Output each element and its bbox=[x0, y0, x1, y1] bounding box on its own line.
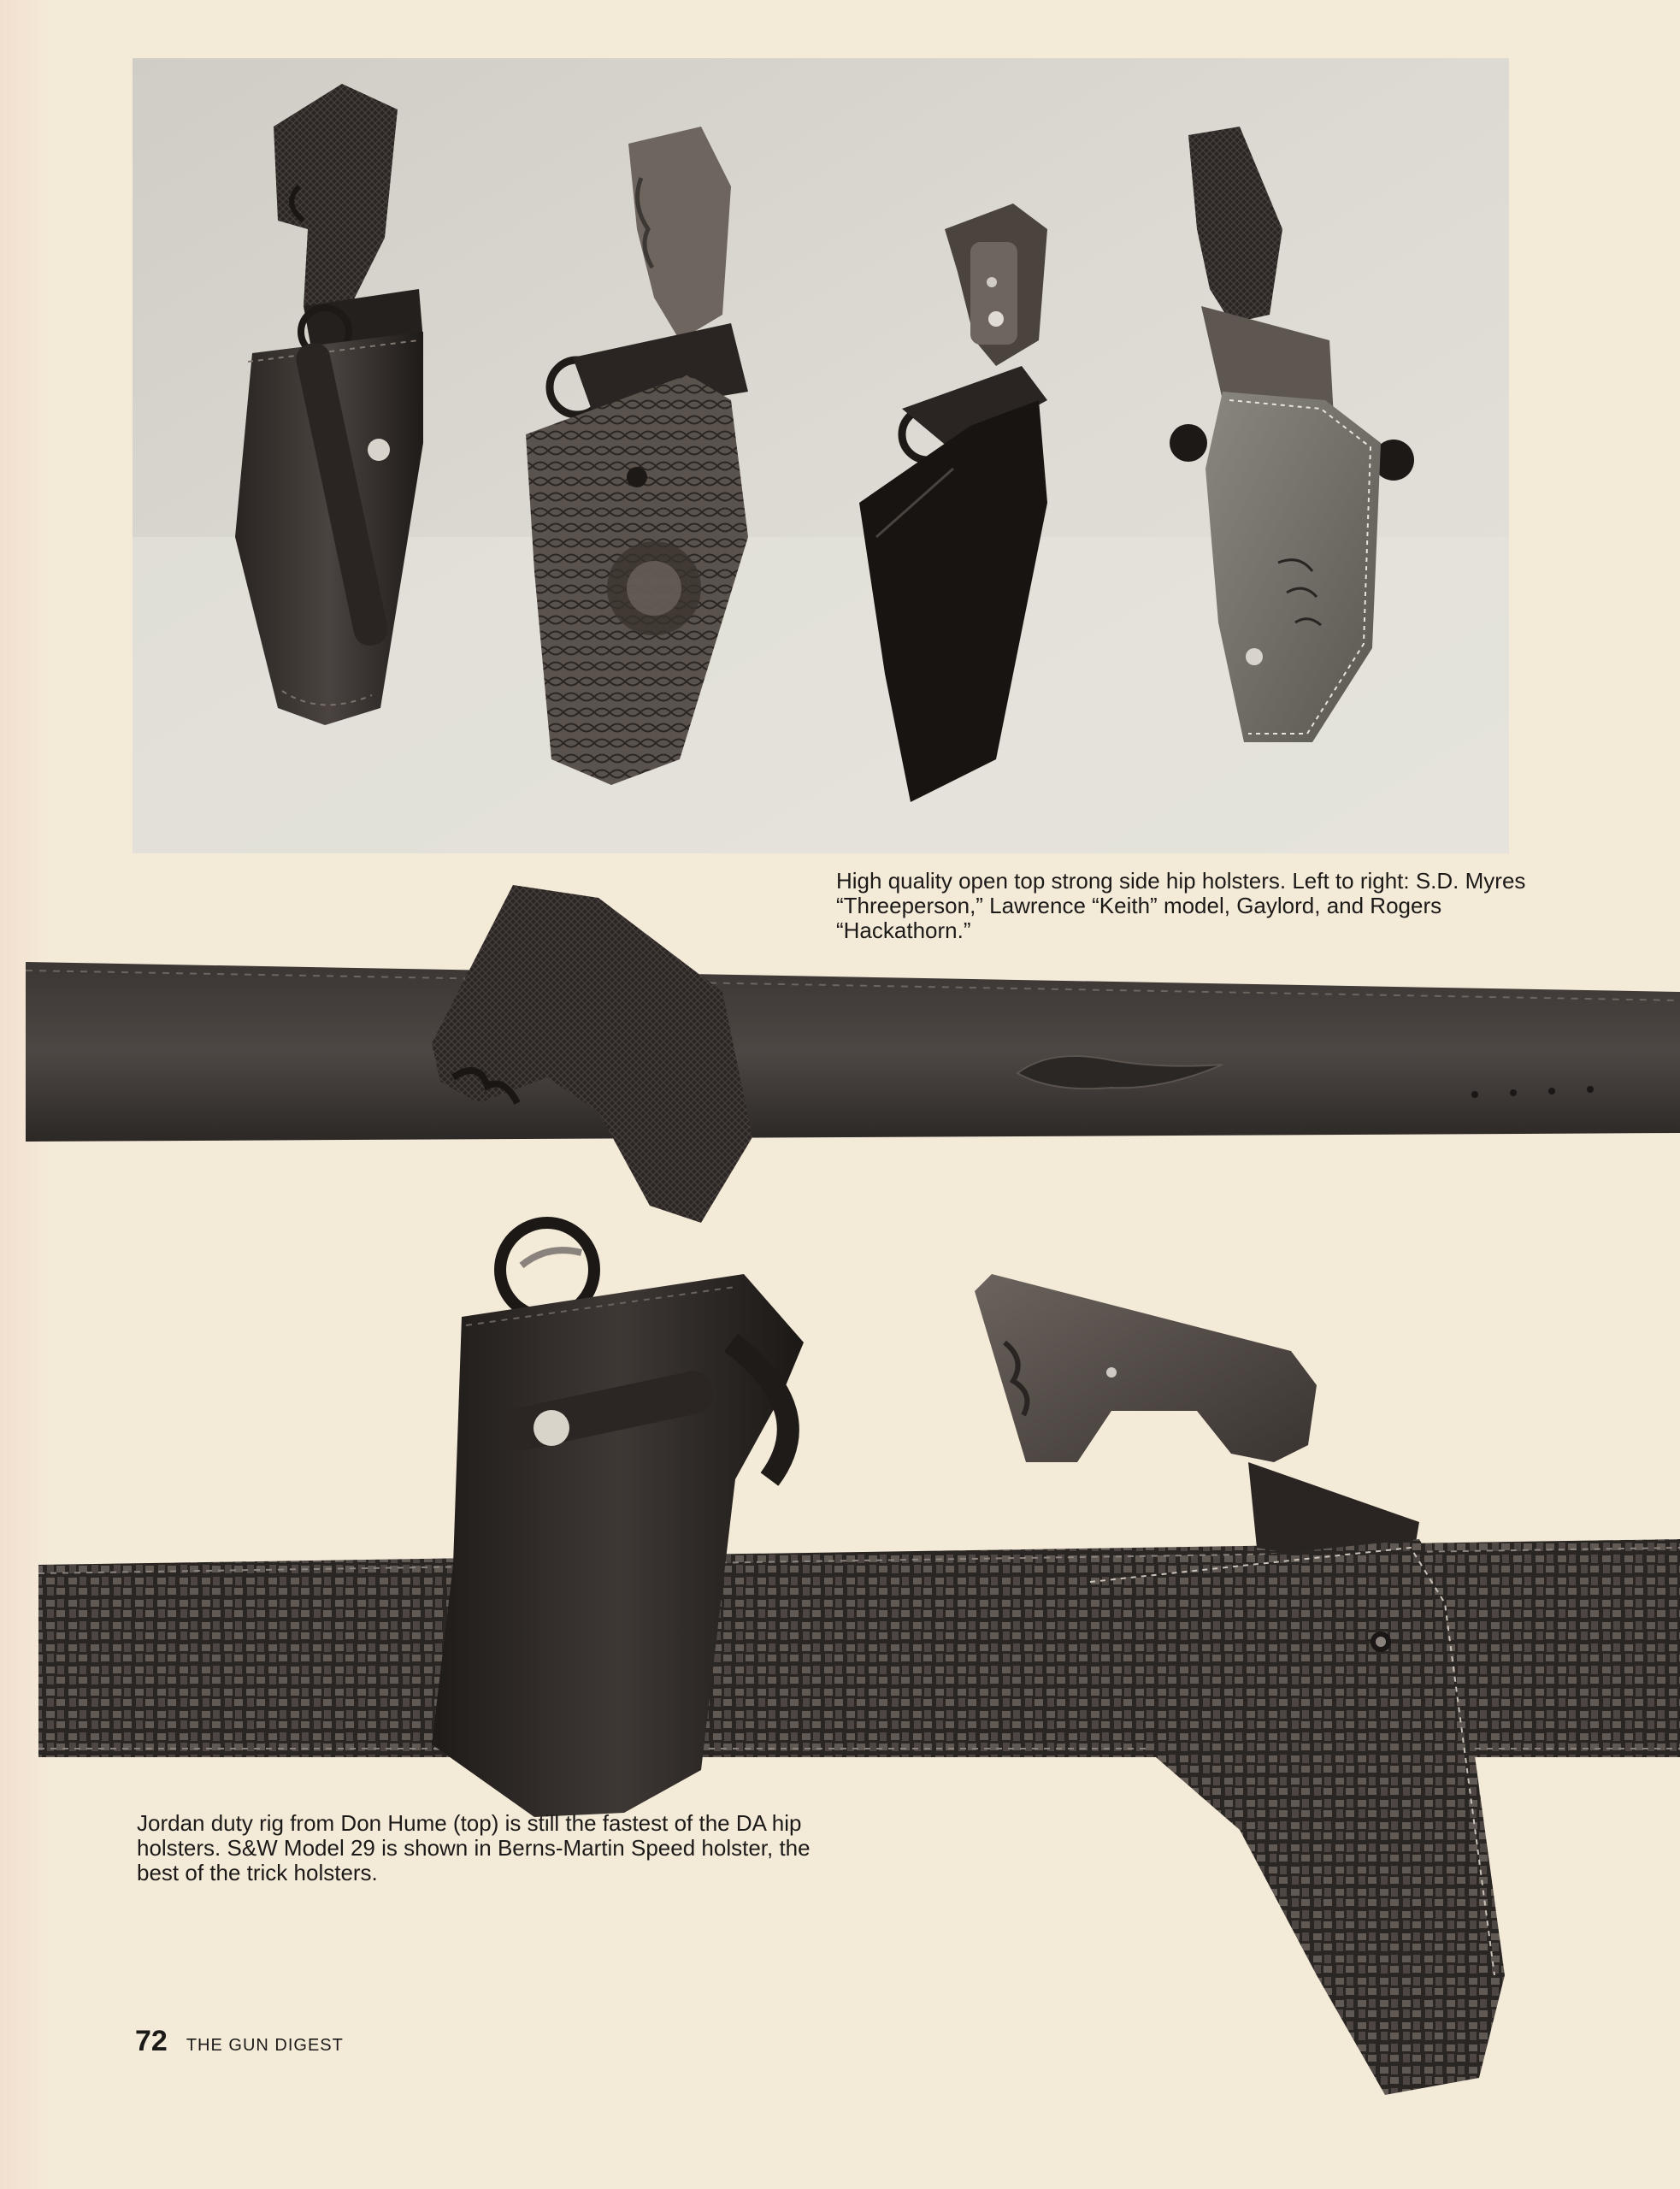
photo-bottom-duty-rigs bbox=[0, 864, 1680, 2138]
page-footer bbox=[135, 2025, 344, 2058]
caption-top-photo: High quality open top strong side hip holsters. Left to right: S.D. Myres “Threeperson,” Lawrence “Keith” model, Gaylord, and Rogers “Hackathorn.” bbox=[836, 868, 1526, 943]
caption-bottom-photo: Jordan duty rig from Don Hume (top) is still the fastest of the DA hip holsters. S&W Model 29 is shown in Berns-Martin Speed holster, the best of the trick holsters. bbox=[137, 1810, 811, 1885]
publication-name: THE GUN DIGEST bbox=[186, 2036, 344, 2055]
photo-top-holsters bbox=[133, 58, 1509, 853]
page-number: 72 bbox=[135, 2025, 168, 2057]
